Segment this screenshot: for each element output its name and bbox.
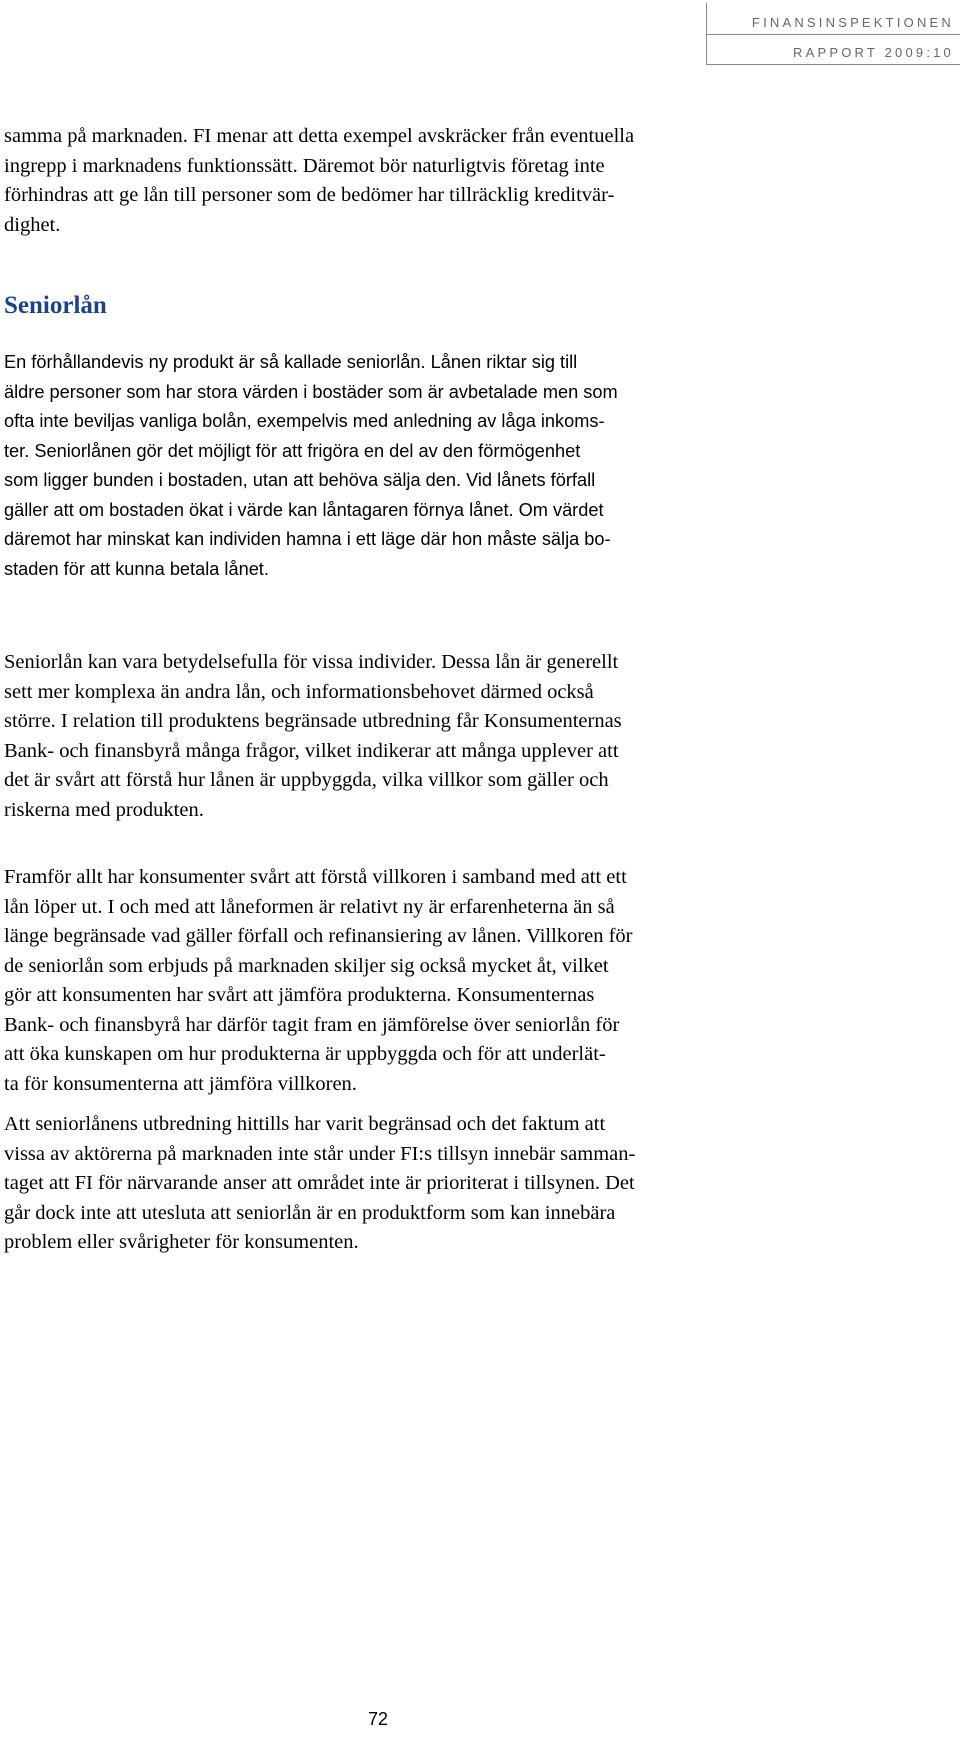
header-organization: FINANSINSPEKTIONEN xyxy=(751,15,954,30)
text-line: Att seniorlånens utbredning hittills har varit begränsad och det faktum att xyxy=(4,1113,606,1135)
text-line: riskerna med produkten. xyxy=(4,798,204,821)
text-line: som ligger bunden i bostaden, utan att behöva sälja den. Vid lånets förfall xyxy=(4,470,596,490)
text-line: taget att FI för närvarande anser att området inte är prioriterat i tillsynen. Det xyxy=(4,1172,635,1194)
text-line: ingrepp i marknadens funktionssätt. Däremot bör naturligtvis företag inte xyxy=(4,154,605,177)
text-line: länge begränsade vad gäller förfall och refinansiering av lånen. Villkoren för xyxy=(4,925,633,947)
text-line: Framför allt har konsumenter svårt att förstå villkoren i samband med att ett xyxy=(4,866,627,888)
paragraph-intro xyxy=(4,122,634,240)
text-line: förhindras att ge lån till personer som de bedömer har tillräcklig kreditvär- xyxy=(4,184,615,206)
text-line: Seniorlån kan vara betydelsefulla för vissa individer. Dessa lån är generellt xyxy=(4,651,619,673)
text-line: större. I relation till produktens begränsade utbredning får Konsumenternas xyxy=(4,710,622,732)
text-line: äldre personer som har stora värden i bostäder som är avbetalade men som xyxy=(4,381,618,402)
text-line: det är svårt att förstå hur lånen är uppbyggda, vilka villkor som gäller och xyxy=(4,769,609,791)
text-line: sett mer komplexa än andra lån, och informationsbehovet därmed också xyxy=(4,680,594,703)
paragraph-seniorlan-definition xyxy=(4,348,618,584)
paragraph-complexity xyxy=(4,648,622,825)
section-heading: Seniorlån xyxy=(4,292,107,319)
page-number: 72 xyxy=(368,1709,389,1729)
text-line: ofta inte beviljas vanliga bolån, exempelvis med anledning av låga inkoms- xyxy=(4,411,605,431)
text-line: de seniorlån som erbjuds på marknaden skiljer sig också mycket åt, vilket xyxy=(4,954,609,977)
text-line: vissa av aktörerna på marknaden inte står under FI:s tillsyn innebär samman- xyxy=(4,1142,636,1165)
text-line: lån löper ut. I och med att låneformen är relativt ny är erfarenheterna än så xyxy=(4,895,615,918)
text-line: En förhållandevis ny produkt är så kallade seniorlån. Lånen riktar sig till xyxy=(4,352,578,372)
text-line: problem eller svårigheter för konsumenten. xyxy=(4,1231,359,1253)
text-line: Bank- och finansbyrå många frågor, vilket indikerar att många upplever att xyxy=(4,739,619,762)
text-line: ta för konsumenterna att jämföra villkoren. xyxy=(4,1072,357,1095)
text-line: dighet. xyxy=(4,213,61,236)
text-line: staden för att kunna betala lånet. xyxy=(4,558,269,579)
text-line: gör att konsumenten har svårt att jämföra produkterna. Konsumenternas xyxy=(4,984,595,1006)
text-line: Bank- och finansbyrå har därför tagit fram en jämförelse över seniorlån för xyxy=(4,1013,620,1036)
paragraph-terms xyxy=(4,863,633,1099)
report-header xyxy=(706,3,960,65)
text-line: däremot har minskat kan individen hamna i ett läge där hon måste sälja bo- xyxy=(4,529,611,549)
paragraph-supervision xyxy=(4,1110,635,1258)
header-divider xyxy=(707,34,960,35)
text-line: ter. Seniorlånen gör det möjligt för att frigöra en del av den förmögenhet xyxy=(4,440,581,461)
text-line: samma på marknaden. FI menar att detta exempel avskräcker från eventuella xyxy=(4,125,635,147)
header-report-id: RAPPORT 2009:10 xyxy=(793,45,954,60)
text-line: går dock inte att utesluta att seniorlån är en produktform som kan innebära xyxy=(4,1201,616,1224)
text-line: att öka kunskapen om hur produkterna är uppbyggda och för att underlät- xyxy=(4,1043,606,1065)
text-line: gäller att om bostaden ökat i värde kan låntagaren förnya lånet. Om värdet xyxy=(4,499,604,520)
